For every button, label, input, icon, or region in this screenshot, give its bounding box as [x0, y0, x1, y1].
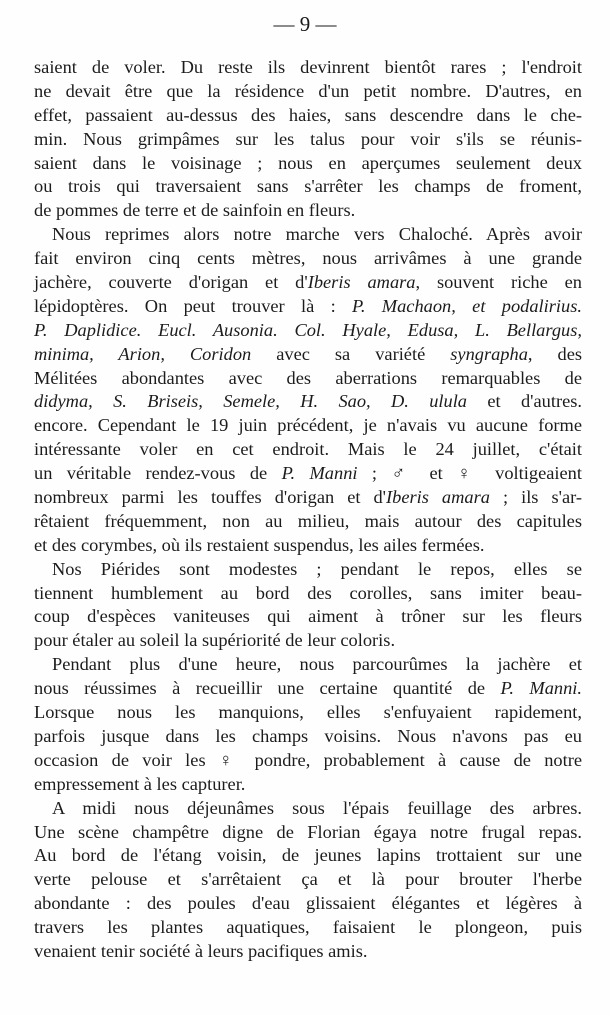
text-line: et des corymbes, où ils restaient suspendus, les ailes fermées.	[34, 534, 485, 555]
text-line: encore. Cependant le 19 juin précédent, je n'avais vu aucune forme	[34, 415, 582, 436]
paragraph	[34, 653, 582, 796]
text-line: intéressante voler en cet endroit. Mais le 24 juillet, c'était	[34, 439, 582, 460]
text-line: travers les plantes aquatiques, faisaient le plongeon, puis	[34, 917, 582, 938]
paragraph	[34, 558, 582, 654]
text-line: didyma, S. Briseis, Semele, H. Sao, D. ulula et d'autres.	[34, 391, 582, 412]
text-line: Pendant plus d'une heure, nous parcourûmes la jachère et	[52, 654, 582, 675]
paragraph	[34, 797, 582, 964]
text-line: parfois jusque dans les champs voisins. Nous n'avons pas eu	[34, 725, 582, 746]
text-line: verte pelouse et s'arrêtaient ça et là pour brouter l'herbe	[34, 869, 582, 890]
paragraph	[34, 223, 582, 557]
text-line: Au bord de l'étang voisin, de jeunes lapins trottaient sur une	[34, 845, 582, 866]
text-line: ou trois qui traversaient sans s'arrêter les champs de froment,	[34, 176, 582, 197]
text-line: Nous reprimes alors notre marche vers Chaloché. Après avoir	[52, 224, 582, 245]
body-text	[34, 56, 582, 964]
text-line: empressement à les capturer.	[34, 773, 246, 794]
page-number: — 9 —	[273, 12, 337, 36]
text-line: Une scène champêtre digne de Florian égaya notre frugal repas.	[34, 821, 582, 842]
text-line: coup d'espèces vaniteuses qui aiment à trôner sur les fleurs	[34, 606, 582, 627]
text-line: nous réussimes à recueillir une certaine quantité de P. Manni.	[34, 678, 582, 699]
text-line: pour étaler au soleil la supériorité de leur coloris.	[34, 630, 396, 651]
text-line: venaient tenir société à leurs pacifiques amis.	[34, 940, 368, 961]
text-line: nombreux parmi les touffes d'origan et d'Iberis amara ; ils s'ar-	[34, 487, 582, 508]
text-line: lépidoptères. On peut trouver là : P. Machaon, et podalirius.	[34, 295, 582, 316]
text-line: jachère, couverte d'origan et d'Iberis amara, souvent riche en	[34, 272, 582, 293]
paragraph	[34, 56, 582, 223]
text-line: occasion de voir les ♀ pondre, probablement à cause de notre	[34, 749, 582, 770]
text-line: saient de voler. Du reste ils devinrent bientôt rares ; l'endroit	[34, 57, 582, 77]
text-line: fait environ cinq cents mètres, nous arrivâmes à une grande	[34, 248, 582, 269]
text-line: effet, passaient au-dessus des haies, sans descendre dans le che-	[34, 104, 582, 125]
text-line: min. Nous grimpâmes sur les talus pour voir s'ils se réunis-	[34, 128, 582, 149]
text-line: de pommes de terre et de sainfoin en fleurs.	[34, 200, 356, 221]
text-line: Mélitées abondantes avec des aberrations remarquables de	[34, 367, 582, 388]
text-line: Nos Piérides sont modestes ; pendant le repos, elles se	[52, 558, 582, 579]
text-line: tiennent humblement au bord des corolles, sans imiter beau-	[34, 582, 582, 603]
text-line: saient dans le voisinage ; nous en aperçumes seulement deux	[34, 152, 582, 173]
text-line: minima, Arion, Coridon avec sa variété syngrapha, des	[34, 343, 583, 364]
text-line: abondante : des poules d'eau glissaient élégantes et légères à	[34, 893, 582, 914]
text-line: ne devait être que la résidence d'un petit nombre. D'autres, en	[34, 80, 582, 101]
text-line: rêtaient fréquemment, non au milieu, mais autour des capitules	[34, 510, 582, 531]
text-line: un véritable rendez-vous de P. Manni ; ♂ et ♀ voltigeaient	[34, 463, 582, 484]
text-line: P. Daplidice. Eucl. Ausonia. Col. Hyale, Edusa, L. Bellargus,	[34, 319, 582, 340]
text-line: Lorsque nous les manquions, elles s'enfuyaient rapidement,	[34, 702, 582, 723]
text-line: A midi nous déjeunâmes sous l'épais feuillage des arbres.	[52, 797, 582, 818]
